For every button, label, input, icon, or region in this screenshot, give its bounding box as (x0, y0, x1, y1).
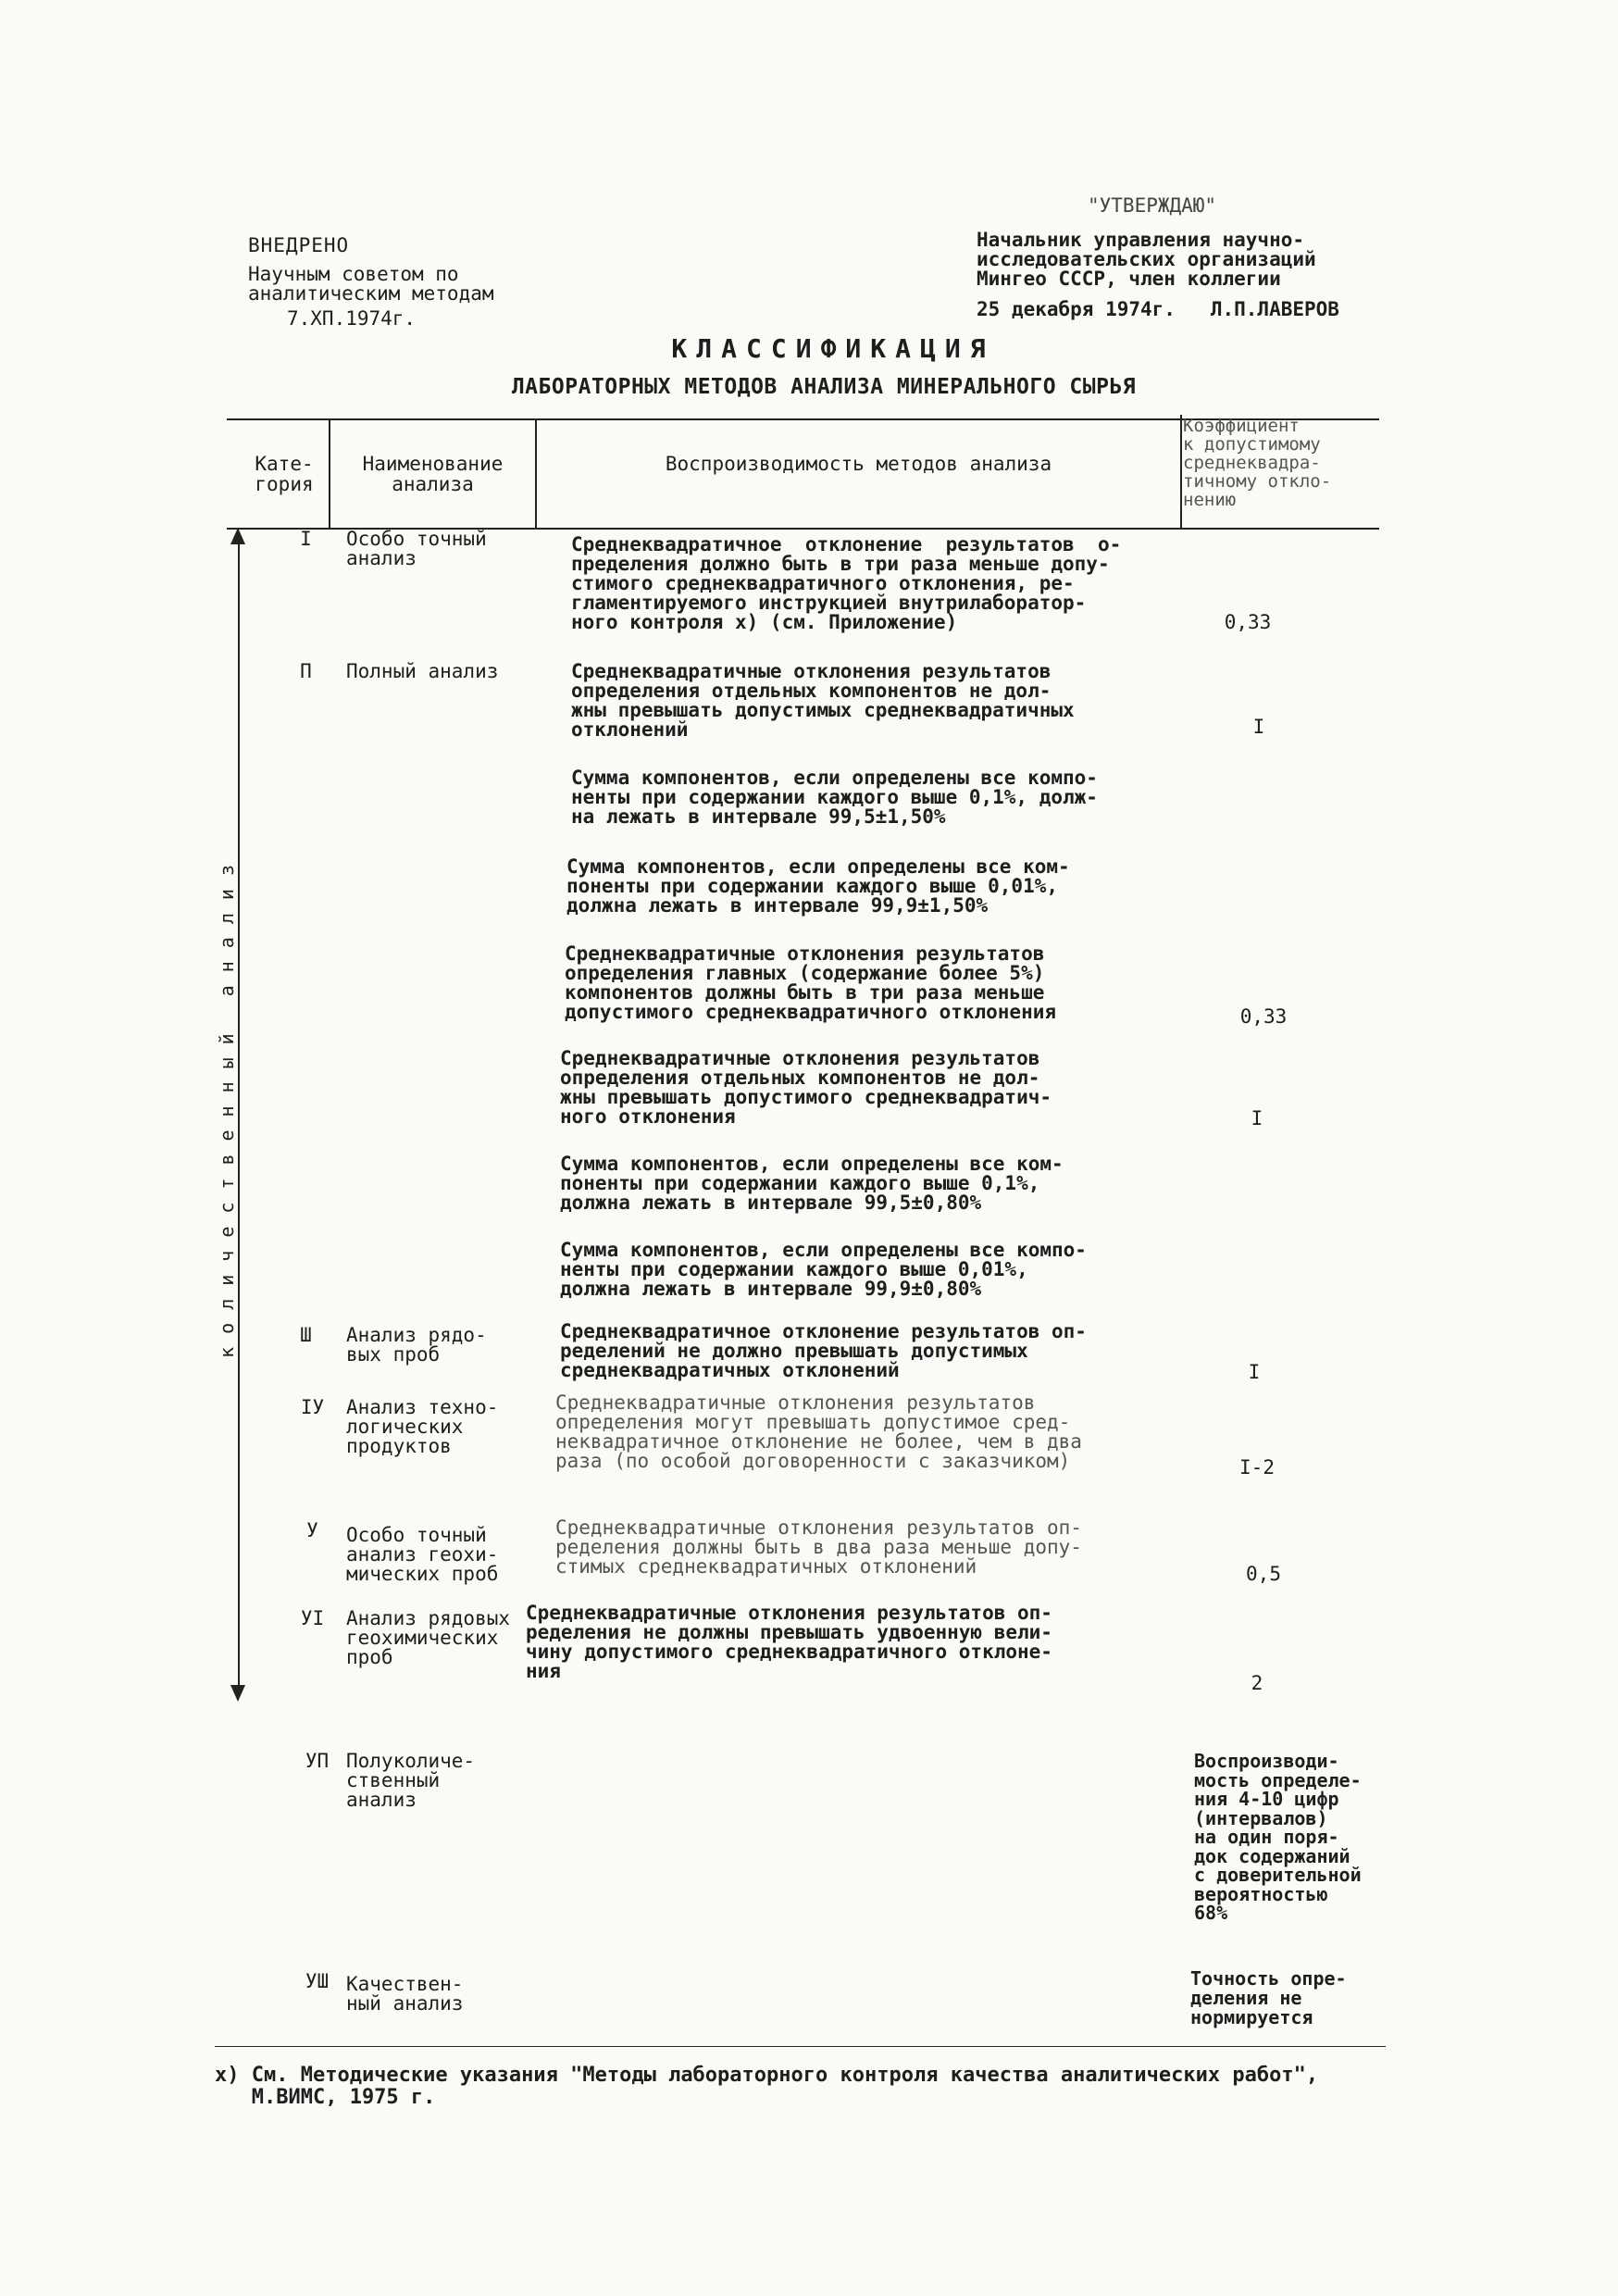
row-name: Особо точный анализ (346, 528, 487, 569)
footnote: х) См. Методические указания "Методы лабораторного контроля качества аналитических работ", М.ВИМС, 1975 г. (215, 2064, 1319, 2109)
row-coefficient: 0,5 (1246, 1563, 1281, 1585)
arrow-down-icon (230, 1685, 245, 1702)
row-description: Среднеквадратичные отклонения результатов оп- ределения должны быть в два раза меньше допу- стимых среднеквадратичных отклонений (555, 1516, 1082, 1578)
approval-left-title: ВНЕДРЕНО (248, 234, 350, 256)
row-name: Анализ рядо- вых проб (346, 1324, 487, 1366)
row-description: Сумма компонентов, если определены все компо- ненты при содержании каждого выше 0,01%, должна лежать в интервале 99,9±0,80% (560, 1239, 1087, 1300)
arrow-up-icon (230, 528, 245, 544)
approval-right-line3: Мингео СССР, член коллегии (977, 268, 1281, 290)
header-divider-3 (1180, 415, 1182, 528)
row-description: Сумма компонентов, если определены все ком- поненты при содержании каждого выше 0,1%, должна лежать в интервале 99,5±0,80% (560, 1153, 1064, 1214)
side-label-quantitative: количественный анализ (216, 852, 238, 1358)
row-category: Ш (300, 1324, 312, 1346)
row-description: Среднеквадратичное отклонение результатов оп- ределений не должно превышать допустимых среднеквадратичных отклонений (560, 1320, 1087, 1381)
row-coefficient: I-2 (1239, 1456, 1275, 1479)
row-name: Полуколиче- ственный анализ (346, 1750, 476, 1811)
row-category: П (300, 660, 312, 682)
row-coefficient: I (1252, 716, 1265, 738)
header-category: Кате- гория (255, 453, 314, 495)
row-name: Анализ рядовых геохимических проб (346, 1607, 511, 1668)
row-name: Особо точный анализ геохи- мических проб (346, 1524, 499, 1585)
header-divider-2 (535, 418, 537, 528)
row-coefficient: 0,33 (1224, 611, 1272, 633)
approval-right-signature: 25 декабря 1974г. Л.П.ЛАВЕРОВ (977, 298, 1339, 320)
row-description: Среднеквадратичные отклонения результатов определения отдельных компонентов не дол- жны превышать допустимых среднеквадратичных отклонений (571, 660, 1075, 741)
row-description: Среднеквадратичные отклонения результатов определения отдельных компонентов не дол- жны превышать допустимого среднеквадратич- ного отклонения (560, 1047, 1052, 1128)
document-title: КЛАССИФИКАЦИЯ (671, 333, 995, 364)
row-name: Анализ техно- логических продуктов (346, 1396, 499, 1457)
header-divider-1 (329, 418, 330, 528)
row-name: Качествен- ный анализ (346, 1973, 464, 2015)
row-coefficient: Воспроизводи- мость определе- ния 4-10 цифр (интервалов) на один поря- док содержаний с доверительной вероятностью 68% (1194, 1750, 1362, 1924)
approval-stamp: "УТВЕРЖДАЮ" (1088, 194, 1217, 217)
row-category: УI (300, 1607, 325, 1629)
row-description: Среднеквадратичные отклонения результатов оп- ределения не должны превышать удвоенную вели- чину допустимого среднеквадратичного отклоне- ния (526, 1602, 1052, 1682)
row-category: УШ (305, 1970, 330, 1992)
row-category: IУ (300, 1396, 325, 1418)
approval-left-line2: аналитическим методам (248, 282, 494, 305)
row-name: Полный анализ (346, 660, 499, 682)
row-category: У (306, 1519, 318, 1541)
row-description: Среднеквадратичное отклонение результатов о- пределения должно быть в три раза меньше допу- стимого среднеквадратичного отклонения, ре- гламентируемого инструкцией внутрилаборатор- ного контроля х) (см. Приложение) (571, 533, 1122, 633)
row-description: Среднеквадратичные отклонения результатов определения главных (содержание более 5%) компонентов должны быть в три раза меньше допустимого среднеквадратичного отклонения (565, 942, 1057, 1023)
approval-block-right (977, 196, 1375, 319)
approval-block-left (248, 236, 563, 329)
header-name: Наименование анализа (362, 453, 504, 495)
document-subtitle: ЛАБОРАТОРНЫХ МЕТОДОВ АНАЛИЗА МИНЕРАЛЬНОГО СЫРЬЯ (511, 375, 1137, 399)
row-coefficient: Точность опре- деления не нормируется (1190, 1967, 1347, 2028)
row-coefficient: I (1248, 1361, 1261, 1383)
row-description: Сумма компонентов, если определены все ком- поненты при содержании каждого выше 0,01%, должна лежать в интервале 99,9±1,50% (566, 855, 1070, 917)
row-category: УП (305, 1750, 330, 1772)
approval-left-line1: Научным советом по (248, 263, 459, 285)
row-coefficient: 2 (1251, 1672, 1263, 1694)
row-description: Сумма компонентов, если определены все компо- ненты при содержании каждого выше 0,1%, долж- на лежать в интервале 99,5±1,50% (571, 767, 1098, 828)
row-coefficient: 0,33 (1239, 1005, 1288, 1028)
header-reproducibility: Воспроизводимость методов анализа (665, 453, 1052, 475)
header-coefficient: Коэффициент к допустимому среднеквадра- тичному откло- нению (1183, 416, 1332, 510)
approval-left-date: 7.XП.1974г. (287, 307, 417, 330)
row-description: Среднеквадратичные отклонения результатов определения могут превышать допустимое сред- неквадратичное отклонение не более, чем в два раза (по особой договоренности с заказчиком) (555, 1391, 1082, 1472)
row-category: I (300, 528, 312, 550)
approval-right-line2: исследовательских организаций (977, 248, 1316, 270)
approval-right-line1: Начальник управления научно- (977, 229, 1305, 251)
row-coefficient: I (1251, 1107, 1263, 1129)
footnote-rule (215, 2046, 1386, 2047)
